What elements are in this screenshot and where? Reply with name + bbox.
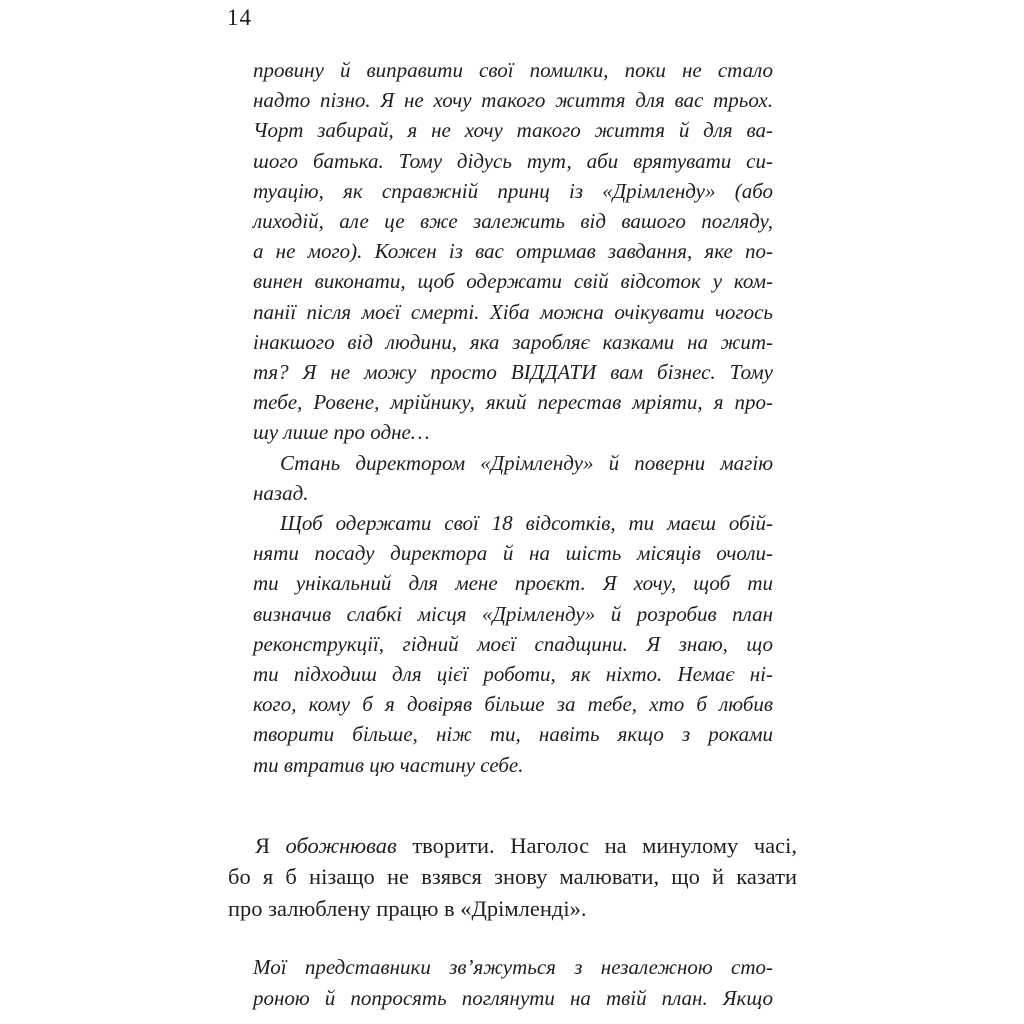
narration-paragraph xyxy=(228,830,797,925)
letter-line: визначив слабкі місця «Дрімленду» й розробив план xyxy=(253,601,773,626)
narration-line: бо я б нізащо не взявся знову малювати, що й казати xyxy=(228,864,797,890)
letter-line: ти підходиш для цієї роботи, як ніхто. Немає ні- xyxy=(253,662,773,687)
letter-line: панії після моєї смерті. Хіба можна очікувати чогось xyxy=(253,299,773,324)
letter-line: кого, кому б я довіряв більше за тебе, хто б любив xyxy=(253,692,773,717)
letter-continuation-block xyxy=(253,952,773,1012)
letter-line: шого батька. Тому дідусь тут, аби врятувати си- xyxy=(253,148,773,173)
page-number: 14 xyxy=(227,5,252,30)
italic-emphasis: обожнював xyxy=(285,832,397,858)
narration-suffix: творити. Наголос на минулому часі, xyxy=(396,832,797,858)
letter-line: Мої представники зв’яжуться з незалежною сто- xyxy=(253,955,773,980)
letter-line: няти посаду директора й на шість місяців очоли- xyxy=(253,541,773,566)
letter-line: провину й виправити свої помилки, поки не стало xyxy=(253,58,773,82)
letter-line: лиходій, але це вже залежить від вашого погляду, xyxy=(253,209,773,234)
letter-line: винен виконати, щоб одержати свій відсоток у ком- xyxy=(253,269,773,294)
letter-line: Чорт забирай, я не хочу такого життя й для ва- xyxy=(253,118,773,143)
letter-line: інакшого від людини, яка заробляє казками на жит- xyxy=(253,329,773,354)
letter-line: роною й попросять поглянути на твій план. Якщо xyxy=(253,985,773,1010)
letter-line: шу лише про одне… xyxy=(253,420,430,445)
letter-line: реконструкції, гідний моєї спадщини. Я знаю, що xyxy=(253,631,773,656)
letter-line: туацію, як справжній принц із «Дрімленду» (або xyxy=(253,178,773,203)
narration-prefix: Я xyxy=(255,832,286,858)
letter-line: Стань директором «Дрімленду» й поверни магію xyxy=(280,450,773,475)
narration-line xyxy=(228,830,797,862)
page-content xyxy=(228,0,797,1013)
letter-line: а не мого). Кожен із вас отримав завдання, яке по- xyxy=(253,239,773,264)
narration-line: про залюблену працю в «Дрімленді». xyxy=(228,895,587,921)
letter-line: Щоб одержати свої 18 відсотків, ти маєш обій- xyxy=(280,511,773,536)
letter-line: надто пізно. Я не хочу такого життя для вас трьох. xyxy=(253,88,773,113)
letter-line: творити більше, ніж ти, навіть якщо з роками xyxy=(253,722,773,747)
letter-line: ти втратив цю частину себе. xyxy=(253,752,524,777)
letter-excerpt-block xyxy=(253,55,773,780)
letter-line: назад. xyxy=(253,480,309,505)
letter-line: тя? Я не можу просто ВІДДАТИ вам бізнес. Тому xyxy=(253,360,773,385)
letter-line: тебе, Ровене, мрійнику, який перестав мріяти, я про- xyxy=(253,390,773,415)
letter-line: ти унікальний для мене проєкт. Я хочу, щоб ти xyxy=(253,571,773,596)
